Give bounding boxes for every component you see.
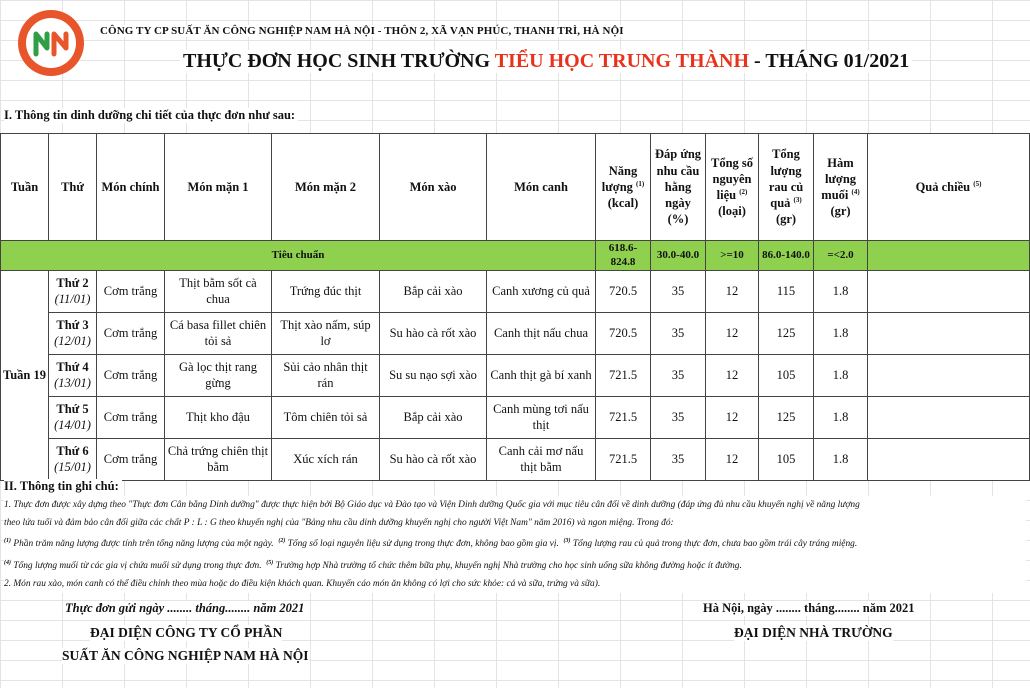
- day-cell: Thứ 5 (14/01): [49, 396, 97, 438]
- header-main: Món chính: [97, 134, 165, 241]
- company-logo: [16, 8, 86, 78]
- company-representative-line-1: ĐẠI DIỆN CÔNG TY CỔ PHẦN: [90, 625, 283, 640]
- title-prefix: THỰC ĐƠN HỌC SINH TRƯỜNG: [183, 50, 495, 72]
- menu-table: [0, 133, 1030, 481]
- demand-cell: 35: [651, 270, 706, 312]
- soup-cell: Canh thịt nấu chua: [487, 312, 596, 354]
- table-header-row: [1, 134, 1030, 241]
- soup-cell: Canh thịt gà bí xanh: [487, 354, 596, 396]
- main-cell: Cơm trắng: [97, 354, 165, 396]
- header-stirfry: Món xào: [380, 134, 487, 241]
- salty1-cell: Thịt bằm sốt cà chua: [165, 270, 272, 312]
- standard-salt: =<2.0: [814, 241, 868, 271]
- veg-cell: 105: [759, 438, 814, 480]
- section-2-title: II. Thông tin ghi chú:: [4, 479, 122, 494]
- day-cell: Thứ 3 (12/01): [49, 312, 97, 354]
- header-salty2: Món mặn 2: [272, 134, 380, 241]
- company-representative-line-2: SUẤT ĂN CÔNG NGHIỆP NAM HÀ NỘI: [62, 648, 309, 663]
- salt-cell: 1.8: [814, 354, 868, 396]
- veg-cell: 115: [759, 270, 814, 312]
- salty2-cell: Trứng đúc thịt: [272, 270, 380, 312]
- ingredients-cell: 12: [706, 270, 759, 312]
- salty1-cell: Cá basa fillet chiên tỏi sả: [165, 312, 272, 354]
- stirfry-cell: Su hào cà rốt xào: [380, 438, 487, 480]
- note-1-line-1: 1. Thực đơn được xây dựng theo "Thực đơn Cân bằng Dinh dưỡng" được thực hiện bởi Bộ Giáo dục và Đào tạo và Viện Dinh dưỡng Quốc gia với mục tiêu cân đối về dinh dưỡng (đáp ứng đủ nhu cầu khuyến nghị về năng lượng: [4, 500, 860, 510]
- snack-cell: [868, 396, 1030, 438]
- salty2-cell: Thịt xào nấm, súp lơ: [272, 312, 380, 354]
- day-cell: Thứ 6 (15/01): [49, 438, 97, 480]
- standard-demand: 30.0-40.0: [651, 241, 706, 271]
- salt-cell: 1.8: [814, 396, 868, 438]
- ingredients-cell: 12: [706, 438, 759, 480]
- day-cell: Thứ 2 (11/01): [49, 270, 97, 312]
- standard-veg: 86.0-140.0: [759, 241, 814, 271]
- table-row: [1, 312, 1030, 354]
- notes-block: [4, 496, 1026, 593]
- main-cell: Cơm trắng: [97, 270, 165, 312]
- footnotes-line-2: $^{(4)}$ Tổng lượng muối từ các gia vị chứa muối sử dụng trong thực đơn. $^{(5)}$ Trường hợp Nhà trường tổ chức thêm bữa phụ, khuyến nghị Nhà trường cho học sinh uống sữa không đường hoặc ít đường.: [4, 559, 742, 571]
- snack-cell: [868, 270, 1030, 312]
- salty2-cell: Sủi cảo nhân thịt rán: [272, 354, 380, 396]
- stirfry-cell: Su su nạo sợi xào: [380, 354, 487, 396]
- section-1-title: I. Thông tin dinh dưỡng chi tiết của thực đơn như sau:: [4, 108, 298, 123]
- header-demand: Đáp ứng nhu cầu hằng ngày (%): [651, 134, 706, 241]
- standard-snack: [868, 241, 1030, 271]
- demand-cell: 35: [651, 396, 706, 438]
- table-row: [1, 396, 1030, 438]
- title-school: TIỂU HỌC TRUNG THÀNH: [494, 50, 750, 72]
- veg-cell: 105: [759, 354, 814, 396]
- header-ingredients: Tổng số nguyên liệu $^{(2)}$ (loại): [706, 134, 759, 241]
- header-energy: Năng lượng $^{(1)}$ (kcal): [596, 134, 651, 241]
- salty1-cell: Thịt kho đậu: [165, 396, 272, 438]
- soup-cell: Canh cải mơ nấu thịt bằm: [487, 438, 596, 480]
- main-cell: Cơm trắng: [97, 396, 165, 438]
- salt-cell: 1.8: [814, 312, 868, 354]
- header-salt: Hàm lượng muối $^{(4)}$ (gr): [814, 134, 868, 241]
- header-snack: Quả chiều $^{(5)}$: [868, 134, 1030, 241]
- snack-cell: [868, 312, 1030, 354]
- veg-cell: 125: [759, 396, 814, 438]
- salty2-cell: Tôm chiên tỏi sả: [272, 396, 380, 438]
- table-row: [1, 438, 1030, 480]
- energy-cell: 721.5: [596, 354, 651, 396]
- energy-cell: 721.5: [596, 438, 651, 480]
- stirfry-cell: Bắp cải xào: [380, 396, 487, 438]
- place-date-line: Hà Nội, ngày ........ tháng........ năm 2021: [703, 601, 915, 615]
- table-row: [1, 354, 1030, 396]
- soup-cell: Canh xương củ quả: [487, 270, 596, 312]
- footnotes-line-1: $^{(1)}$ Phần trăm năng lượng được tính trên tổng năng lượng của một ngày. $^{(2)}$ Tổng số loại nguyên liệu sử dụng trong thực đơn, không bao gồm gia vị. $^{(3)}$ Tổng lượng rau củ quả trong thực đơn, chưa bao gồm trái cây tráng miệng.: [4, 538, 858, 550]
- header-veg: Tổng lượng rau củ quả $^{(3)}$ (gr): [759, 134, 814, 241]
- salty1-cell: Chả trứng chiên thịt bằm: [165, 438, 272, 480]
- standard-ingredients: >=10: [706, 241, 759, 271]
- energy-cell: 720.5: [596, 270, 651, 312]
- standard-energy: 618.6-824.8: [596, 241, 651, 271]
- ingredients-cell: 12: [706, 396, 759, 438]
- salty1-cell: Gà lọc thịt rang gừng: [165, 354, 272, 396]
- ingredients-cell: 12: [706, 354, 759, 396]
- school-representative: ĐẠI DIỆN NHÀ TRƯỜNG: [734, 625, 893, 640]
- salt-cell: 1.8: [814, 438, 868, 480]
- energy-cell: 720.5: [596, 312, 651, 354]
- header-week: Tuần: [1, 134, 49, 241]
- demand-cell: 35: [651, 354, 706, 396]
- stirfry-cell: Su hào cà rốt xào: [380, 312, 487, 354]
- salt-cell: 1.8: [814, 270, 868, 312]
- ingredients-cell: 12: [706, 312, 759, 354]
- table-row: [1, 270, 1030, 312]
- stirfry-cell: Bắp cải xào: [380, 270, 487, 312]
- note-2: 2. Món rau xào, món canh có thể điều chỉnh theo mùa hoặc do điều kiện khách quan. Khuyến cáo món ăn không có lợi cho sức khỏe: cá và sữa, trứng và sữa).: [4, 579, 601, 590]
- note-1-line-2: theo lứa tuổi và đảm bảo cân đối giữa các chất P : L : G theo khuyến nghị của "Bảng nhu cầu dinh dưỡng khuyến nghị cho người Việt Nam" năm 2016) và ngon miệng. Trong đó:: [4, 518, 674, 529]
- header-salty1: Món mặn 1: [165, 134, 272, 241]
- standard-row: [1, 241, 1030, 271]
- standard-label: Tiêu chuẩn: [1, 241, 596, 271]
- snack-cell: [868, 354, 1030, 396]
- main-cell: Cơm trắng: [97, 438, 165, 480]
- company-address: CÔNG TY CP SUẤT ĂN CÔNG NGHIỆP NAM HÀ NỘI - THÔN 2, XÃ VẠN PHÚC, THANH TRÌ, HÀ NỘI: [100, 25, 624, 37]
- soup-cell: Canh mùng tơi nấu thịt: [487, 396, 596, 438]
- day-cell: Thứ 4 (13/01): [49, 354, 97, 396]
- energy-cell: 721.5: [596, 396, 651, 438]
- main-cell: Cơm trắng: [97, 312, 165, 354]
- title-suffix: - THÁNG 01/2021: [749, 50, 910, 72]
- demand-cell: 35: [651, 438, 706, 480]
- header-day: Thứ: [49, 134, 97, 241]
- snack-cell: [868, 438, 1030, 480]
- veg-cell: 125: [759, 312, 814, 354]
- salty2-cell: Xúc xích rán: [272, 438, 380, 480]
- header-soup: Món canh: [487, 134, 596, 241]
- page-title: [180, 50, 912, 73]
- sent-date-line: Thực đơn gửi ngày ........ tháng........ năm 2021: [65, 601, 305, 615]
- demand-cell: 35: [651, 312, 706, 354]
- week-cell: Tuần 19: [1, 270, 49, 480]
